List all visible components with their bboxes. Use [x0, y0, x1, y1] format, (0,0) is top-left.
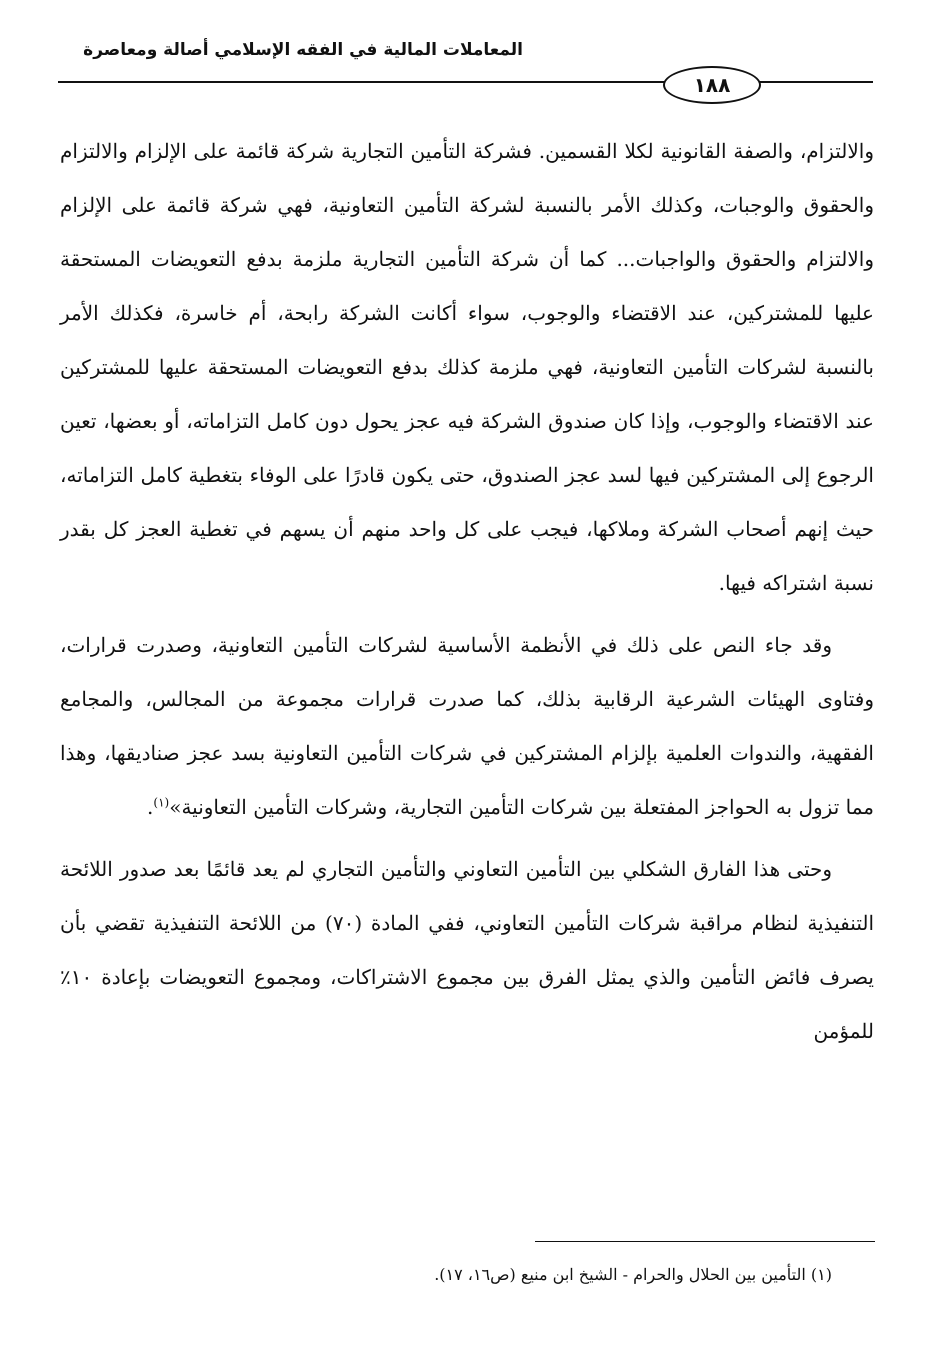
- running-head-title: المعاملات المالية في الفقه الإسلامي أصالة ومعاصرة: [83, 40, 523, 60]
- paragraph-1: والالتزام، والصفة القانونية لكلا القسمين. فشركة التأمين التجارية شركة قائمة على الإلزام والالتزام والحقوق والوجبات، وكذلك الأمر بالنسبة لشركة التأمين التعاونية، فهي شركة قائمة على الإلزام والالتزام والحقوق والواجبات... كما أن شركة التأمين التجارية ملزمة بدفع التعويضات المستحقة عليها للمشتركين، عند الاقتضاء والوجوب، سواء أكانت الشركة رابحة، أم خاسرة، فكذلك الأمر بالنسبة لشركات التأمين التعاونية، فهي ملزمة كذلك بدفع التعويضات المستحقة عليها للمشتركين عند الاقتضاء والوجوب، وإذا كان صندوق الشركة فيه عجز يحول دون كامل التزاماته، أو بعضها، تعين الرجوع إلى المشتركين فيها لسد عجز الصندوق، حتى يكون قادرًا على الوفاء بتغطية كامل التزاماته، حيث إنهم أصحاب الشركة وملاكها، فيجب على كل واحد منهم أن يسهم في تغطية العجز كل بقدر نسبة اشتراكه فيها.: [60, 139, 874, 595]
- page-number-badge: ١٨٨: [663, 66, 761, 104]
- paragraph-2: [60, 618, 874, 834]
- footnote-reference: (١): [153, 795, 170, 810]
- paragraph-2-end: .: [147, 795, 154, 819]
- body-text: [60, 124, 874, 1058]
- paragraph-2-text: وقد جاء النص على ذلك في الأنظمة الأساسية لشركات التأمين التعاونية، وصدرت قرارات، وفتاوى الهيئات الشرعية الرقابية بذلك، كما صدرت قرارات مجموعة من المجالس، والمجامع الفقهية، والندوات العلمية بإلزام المشتركين في شركات التأمين التعاونية بسد عجز صناديقها، وهذا مما تزول به الحواجز المفتعلة بين شركات التأمين التجارية، وشركات التأمين التعاونية»: [60, 633, 874, 819]
- paragraph-3: وحتى هذا الفارق الشكلي بين التأمين التعاوني والتأمين التجاري لم يعد قائمًا بعد صدور اللائحة التنفيذية لنظام مراقبة شركات التأمين التعاوني، ففي المادة (٧٠) من اللائحة التنفيذية تقضي بأن يصرف فائض التأمين والذي يمثل الفرق بين مجموع الاشتراكات، ومجموع التعويضات بإعادة ١٠٪ للمؤمن: [60, 857, 875, 1043]
- footnote-separator: [535, 1241, 875, 1242]
- footnote: (١) التأمين بين الحلال والحرام - الشيخ ابن منيع (ص١٦، ١٧).: [434, 1265, 832, 1284]
